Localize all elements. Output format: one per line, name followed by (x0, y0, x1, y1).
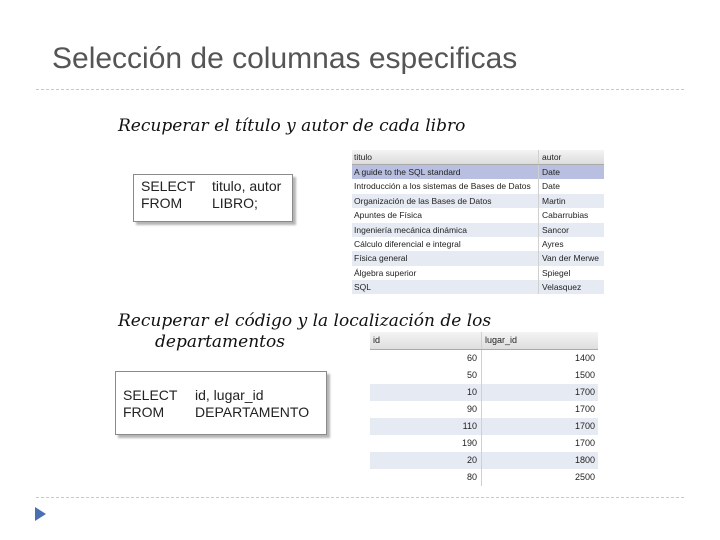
sql-query-box-libro (133, 174, 293, 222)
table-row (370, 418, 598, 435)
cell-autor: Martin (542, 195, 566, 206)
cell-lugar-id: 1700 (574, 404, 595, 414)
table-header (352, 150, 604, 165)
column-header-autor: autor (542, 152, 562, 162)
sql-from-table: LIBRO; (212, 195, 258, 211)
title-divider (36, 89, 684, 90)
table-row (370, 401, 598, 418)
table-row (370, 469, 598, 486)
table-row (352, 237, 604, 251)
cell-id: 190 (370, 435, 482, 452)
cell-lugar-id: 1500 (574, 370, 595, 380)
table-row (352, 251, 604, 265)
cell-lugar-id: 1700 (574, 438, 595, 448)
sql-query-box-departamento (115, 371, 327, 435)
result-table-libro (352, 150, 604, 294)
cell-id: 50 (370, 367, 482, 384)
sql-select-columns: titulo, autor (212, 178, 282, 194)
sql-keyword-select: SELECT (123, 387, 178, 403)
table-header (370, 332, 598, 350)
cell-autor: Ayres (542, 238, 564, 249)
cell-autor: Van der Merwe (542, 253, 600, 264)
cell-id: 60 (370, 350, 482, 367)
sql-keyword-from: FROM (123, 404, 165, 420)
sql-keyword-from: FROM (141, 195, 183, 211)
footer-divider (36, 497, 684, 498)
cell-titulo: Apuntes de Física (352, 208, 539, 222)
cell-id: 90 (370, 401, 482, 418)
cell-lugar-id: 1400 (574, 353, 595, 363)
cell-autor: Date (542, 167, 560, 177)
table-row (370, 435, 598, 452)
triangle-right-icon (35, 507, 46, 521)
table-row (352, 194, 604, 208)
table-row (352, 165, 604, 179)
column-header-titulo: titulo (352, 150, 539, 164)
cell-titulo: Cálculo diferencial e integral (352, 237, 539, 251)
table-row (370, 367, 598, 384)
sql-select-columns: id, lugar_id (195, 387, 264, 403)
cell-lugar-id: 1700 (574, 421, 595, 431)
cell-autor: Date (542, 181, 560, 192)
table-row (370, 452, 598, 469)
sql-keyword-select: SELECT (141, 178, 196, 194)
sql-from-table: DEPARTAMENTO (195, 404, 310, 420)
section2-heading-line1: Recuperar el código y la localización de los (118, 311, 492, 331)
table-row (370, 350, 598, 367)
cell-titulo: Ingeniería mecánica dinámica (352, 223, 539, 237)
cell-id: 10 (370, 384, 482, 401)
cell-lugar-id: 2500 (574, 472, 595, 482)
section1-heading: Recuperar el título y autor de cada libro (118, 116, 466, 136)
table-row (352, 266, 604, 280)
cell-autor: Sancor (542, 224, 569, 235)
section2-heading-line2: departamentos (155, 332, 285, 352)
table-row (352, 179, 604, 193)
result-table-departamento (370, 332, 598, 486)
cell-autor: Cabarrubias (542, 210, 589, 221)
cell-titulo: SQL (352, 280, 539, 294)
cell-id: 110 (370, 418, 482, 435)
column-header-id: id (370, 332, 482, 349)
table-row (370, 384, 598, 401)
table-row (352, 208, 604, 222)
cell-lugar-id: 1800 (574, 455, 595, 465)
cell-titulo: Introducción a los sistemas de Bases de Datos (352, 179, 539, 193)
column-header-lugar-id: lugar_id (485, 335, 518, 345)
cell-titulo: Organización de las Bases de Datos (352, 194, 539, 208)
cell-autor: Spiegel (542, 267, 571, 278)
cell-id: 80 (370, 469, 482, 486)
cell-id: 20 (370, 452, 482, 469)
table-row (352, 223, 604, 237)
table-row (352, 280, 604, 294)
cell-titulo: A guide to the SQL standard (352, 165, 539, 179)
cell-titulo: Álgebra superior (352, 266, 539, 280)
cell-lugar-id: 1700 (574, 387, 595, 397)
cell-autor: Velasquez (542, 282, 582, 293)
slide-title: Selección de columnas especificas (52, 42, 518, 75)
cell-titulo: Física general (352, 251, 539, 265)
